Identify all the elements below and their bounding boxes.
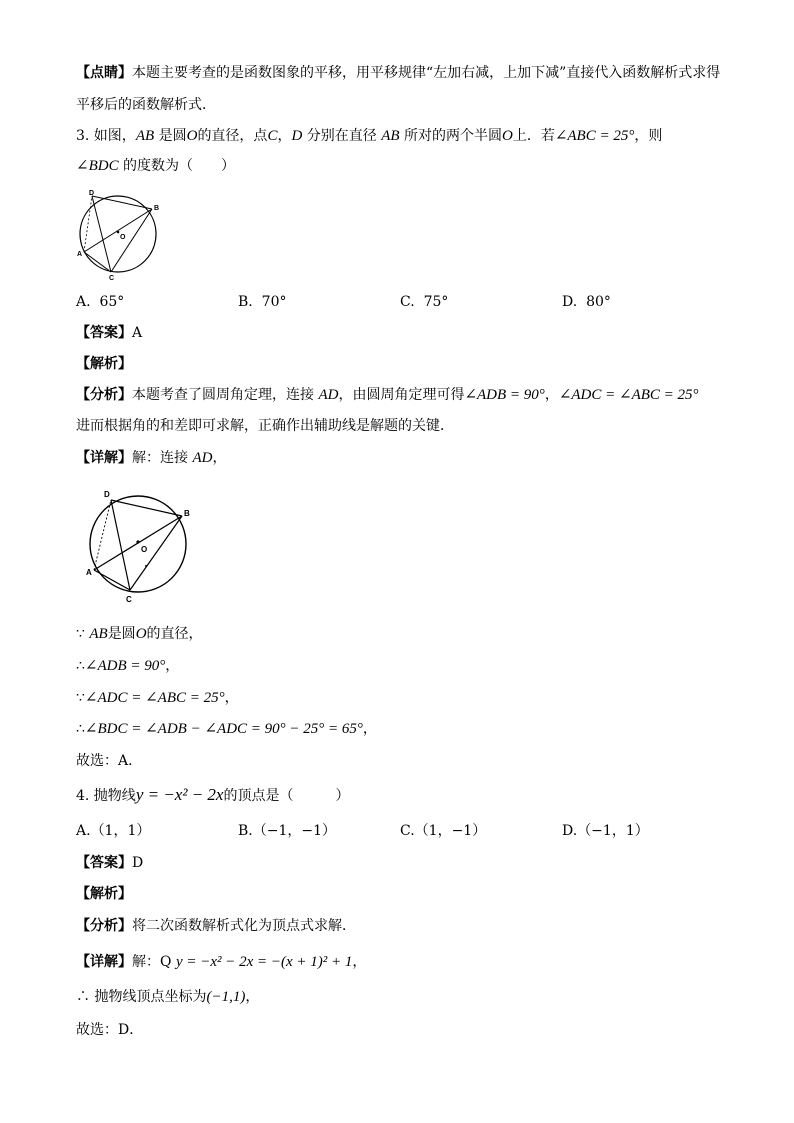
- label-o-large: O: [141, 545, 148, 554]
- q3-step-3: ∵∠ADC = ∠ABC = 25°，: [76, 690, 239, 706]
- q3-analysis-tag: 【解析】: [76, 356, 132, 372]
- q3-choose: 故选：A．: [76, 753, 143, 769]
- q3-step-1: ∵ AB是圆O的直径，: [76, 626, 203, 642]
- segment-ad: [84, 196, 92, 252]
- q3-fenxi-line-2: 进而根据角的和差即可求解，正确作出辅助线是解题的关键．: [76, 418, 454, 434]
- q3-stem-line-2: ∠BDC 的度数为（ ）: [76, 158, 236, 174]
- q3-option-d[interactable]: D. 80°: [562, 294, 611, 310]
- q3-step-4: ∴∠BDC = ∠ADB − ∠ADC = 90° − 25° = 65°，: [76, 721, 377, 737]
- q4-number: 4.: [76, 788, 90, 804]
- segment-ac-large: [94, 570, 130, 590]
- label-c-large: C: [126, 595, 132, 604]
- q4-equation: y = −x² − 2x: [135, 785, 224, 804]
- segment-bc: [111, 209, 152, 272]
- q4-detail-line-1: 【详解】解：Q y = −x² − 2x = −(x + 1)² + 1，: [76, 954, 367, 970]
- q3-fenxi-line-1: 【分析】本题考查了圆周角定理，连接 AD，由圆周角定理可得∠ADB = 90°，∠ADC = ∠ABC = 25°: [76, 387, 699, 403]
- tip-text-1: 本题主要考查的是函数图象的平移，用平移规律“左加右减，上加下减”直接代入函数解析式求得: [132, 65, 721, 81]
- label-d: D: [89, 190, 95, 197]
- q4-analysis-tag: 【解析】: [76, 886, 132, 902]
- q3-option-a[interactable]: A. 65°: [76, 294, 125, 310]
- q4-option-a[interactable]: A.（1，1）: [76, 823, 151, 839]
- tip-text-2: 平移后的函数解析式．: [76, 97, 216, 113]
- q3-condition: ∠ABC = 25°: [554, 128, 635, 144]
- q3-option-c[interactable]: C. 75°: [400, 294, 449, 310]
- segment-ad-large: [94, 500, 111, 570]
- mark-dot: [145, 565, 147, 567]
- q3-stem-line-1: 3. 如图，AB 是圆O的直径，点C，D 分别在直径 AB 所对的两个半圆O上．若∠ABC = 25°，则: [76, 128, 663, 144]
- q4-detail-line-2: ∴ 抛物线顶点坐标为(−1,1)，: [76, 989, 260, 1005]
- label-d-large: D: [104, 490, 110, 499]
- tip-line-2: [76, 94, 216, 116]
- label-c: C: [109, 275, 115, 280]
- q4-stem: 4. 抛物线y = −x² − 2x的顶点是（ ）: [76, 785, 350, 804]
- q4-fenxi: 【分析】将二次函数解析式化为顶点式求解．: [76, 918, 356, 934]
- q3-figure-small: [76, 188, 162, 280]
- segment-dc-large: [111, 500, 130, 590]
- label-b: B: [154, 205, 160, 212]
- label-o: O: [120, 234, 126, 241]
- label-b-large: B: [184, 509, 190, 518]
- q4-answer: 【答案】D: [76, 855, 144, 871]
- center-o: [117, 231, 120, 234]
- q3-number: 3.: [76, 128, 90, 144]
- tip-line-1: [76, 62, 720, 84]
- q3-answer: 【答案】A: [76, 325, 143, 341]
- q4-option-d[interactable]: D.（−1，1）: [562, 823, 649, 839]
- segment-ab: [84, 209, 152, 252]
- q3-figure-large: [84, 486, 196, 606]
- q3-option-b[interactable]: B. 70°: [238, 294, 287, 310]
- segment-db-large: [111, 500, 182, 516]
- segment-db: [92, 196, 152, 209]
- segment-bc-large: [130, 516, 182, 590]
- q4-choose: 故选：D．: [76, 1022, 144, 1038]
- q3-detail-line-1: 【详解】解：连接 AD，: [76, 450, 227, 466]
- label-a-large: A: [86, 568, 92, 577]
- tip-tag: 【点睛】: [76, 65, 132, 81]
- q3-step-2: ∴∠ADB = 90°，: [76, 658, 180, 674]
- q4-option-c[interactable]: C.（1，−1）: [400, 823, 487, 839]
- center-o-large: [136, 540, 139, 543]
- label-a: A: [77, 251, 83, 258]
- q4-option-b[interactable]: B.（−1，−1）: [238, 823, 337, 839]
